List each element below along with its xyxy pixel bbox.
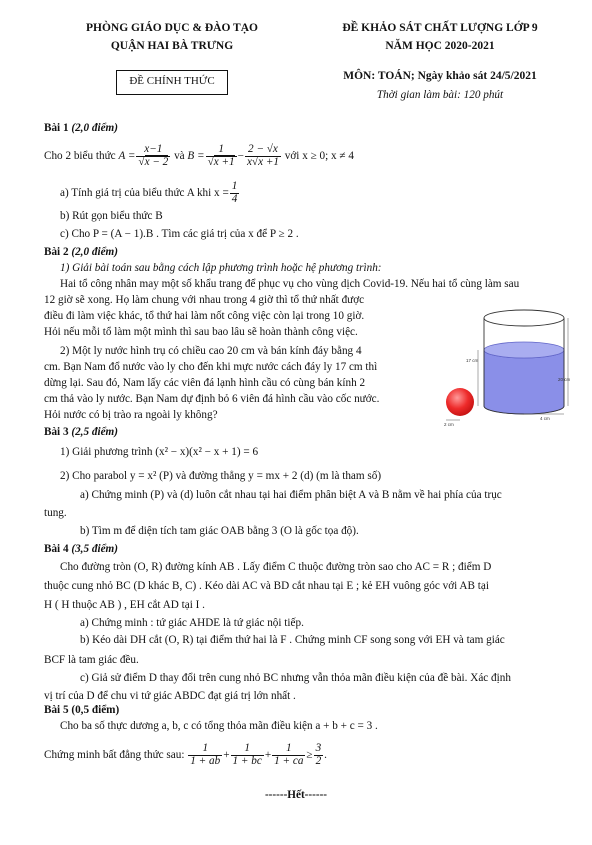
bai4-line1: Cho đường tròn (O, R) đường kính AB . Lấy điểm C thuộc đường tròn sao cho AC = R ; điểm D: [60, 561, 492, 573]
bai5-heading: Bài 5 (0,5 điểm): [44, 704, 120, 716]
bai2-p2-line3: dừng lại. Sau đó, Nam lấy các viên đá lạnh hình cầu có cùng bán kính 2: [44, 377, 366, 389]
end-marker: ------Hết------: [264, 789, 328, 801]
school-year: NĂM HỌC 2020-2021: [385, 40, 495, 52]
bai3-question-1: 1) Giải phương trình (x² − x)(x² − x + 1) = 6: [60, 446, 259, 458]
bai2-p1-line3: điều đi làm việc khác, tổ thứ hai làm nốt công việc còn lại trong 10 giờ.: [44, 310, 365, 322]
fraction-A: $\frac{x-1}{√x - 2}$: [138, 142, 169, 168]
bai1-expressions: Cho 2 biểu thức A = $\frac{x-1}{√x - 2}$ và B = $\frac{1}{√x +1}$ − $\frac{2 - √x}{x√x +1}$ với x ≥ 0; x ≠ 4: [44, 142, 354, 168]
bai2-p1-line1: Hai tổ công nhân may một số khẩu trang để phục vụ cho vùng dịch Covid-19. Nếu hai tổ cùng làm sau: [60, 278, 520, 290]
dept-name: PHÒNG GIÁO DỤC & ĐÀO TẠO: [86, 22, 258, 34]
bai3-heading: Bài 3 (2,5 điểm): [44, 426, 118, 438]
bai4-question-a: a) Chứng minh : tứ giác AHDE là tứ giác nội tiếp.: [80, 617, 304, 629]
district-name: QUẬN HAI BÀ TRƯNG: [110, 40, 234, 52]
official-label: ĐỀ CHÍNH THỨC: [129, 75, 215, 87]
bai5-line1: Cho ba số thực dương a, b, c có tổng thỏa mãn điều kiện a + b + c = 3 .: [60, 720, 378, 732]
bai2-p1-line2: 12 giờ sẽ xong. Họ làm chung với nhau trong 4 giờ thì tổ thứ nhất được: [44, 294, 365, 306]
label-2cm: 2 cm: [444, 422, 454, 427]
water-body: [484, 350, 564, 414]
bai4-line3: H ( H thuộc AB ) , EH cắt AD tại I .: [44, 599, 205, 611]
time-limit: Thời gian làm bài: 120 phút: [376, 89, 504, 101]
bai3-q2b: b) Tìm m để diện tích tam giác OAB bằng 3 (O là gốc tọa độ).: [80, 525, 359, 537]
bai4-qb-line2: BCF là tam giác đều.: [44, 654, 139, 666]
glass-rim: [484, 310, 564, 326]
bai4-line2: thuộc cung nhỏ BC (D khác B, C) . Kéo dài AC và BD cắt nhau tại E ; kẻ EH vuông góc với AB tại: [44, 580, 489, 592]
bai5-inequality: Chứng minh bất đẳng thức sau: $\frac{1}{1 + ab}$ + $\frac{1}{1 + bc}$ + $\frac{1}{1 + ca}$ ≥ $\frac{3}{2}$ .: [44, 741, 327, 767]
ice-ball: [446, 388, 474, 416]
subject-date: MÔN: TOÁN; Ngày khảo sát 24/5/2021: [343, 70, 537, 82]
bai1-question-a: a) Tính giá trị của biểu thức A khi x = $\frac{1}{4}$: [60, 179, 238, 205]
label-4cm: 4 cm: [540, 416, 550, 421]
bai3-q2a-line2: tung.: [44, 507, 67, 519]
cylinder-figure: [440, 302, 571, 427]
bai1-heading: Bài 1 (2,0 điểm): [44, 122, 118, 134]
bai2-p2-line5: Hỏi nước có bị trào ra ngoài ly không?: [44, 409, 218, 421]
bai1-question-b: b) Rút gọn biểu thức B: [60, 210, 163, 222]
bai3-question-2: 2) Cho parabol y = x² (P) và đường thẳng y = mx + 2 (d) (m là tham số): [60, 470, 382, 482]
bai4-heading: Bài 4 (3,5 điểm): [44, 543, 118, 555]
bai4-qc-line1: c) Giả sử điểm D thay đổi trên cung nhỏ BC nhưng vẫn thỏa mãn điều kiện của đề bài. Xác định: [80, 672, 511, 684]
label-20cm: 20 cm: [558, 377, 571, 382]
bai4-qc-line2: vị trí của D để chu vi tứ giác ABDC đạt giá trị lớn nhất .: [44, 690, 296, 702]
bai2-p2-line2: cm. Bạn Nam đổ nước vào ly cho đến khi mực nước cách đáy ly 17 cm thì: [44, 361, 378, 373]
label-17cm: 17 cm: [466, 358, 479, 363]
fraction-B1: $\frac{1}{√x +1}$: [207, 142, 235, 168]
fraction-B2: $\frac{2 - √x}{x√x +1}$: [246, 142, 279, 168]
bai1-question-c: c) Cho P = (A − 1).B . Tìm các giá trị của x để P ≥ 2 .: [60, 228, 299, 240]
bai4-qb-line1: b) Kéo dài DH cắt (O, R) tại điểm thứ hai là F . Chứng minh CF song song với EH và tam giác: [80, 634, 505, 646]
exam-title: ĐỀ KHẢO SÁT CHẤT LƯỢNG LỚP 9: [342, 22, 538, 34]
bai2-p2-line4: cm thả vào ly nước. Bạn Nam dự định bỏ 6 viên đá hình cầu vào cốc nước.: [44, 393, 380, 405]
water-surface: [484, 342, 564, 358]
bai2-p2-line1: 2) Một ly nước hình trụ có chiều cao 20 cm và bán kính đáy bằng 4: [60, 345, 362, 357]
bai2-p1-line4: Hỏi nếu mỗi tổ làm một mình thì sau bao lâu sẽ hoàn thành công việc.: [44, 326, 358, 338]
bai2-heading: Bài 2 (2,0 điểm): [44, 246, 118, 258]
bai2-part1-heading: 1) Giải bài toán sau bằng cách lập phương trình hoặc hệ phương trình:: [60, 262, 382, 274]
bai3-q2a-line1: a) Chứng minh (P) và (d) luôn cắt nhau tại hai điểm phân biệt A và B nằm về hai phía của trục: [80, 489, 502, 501]
